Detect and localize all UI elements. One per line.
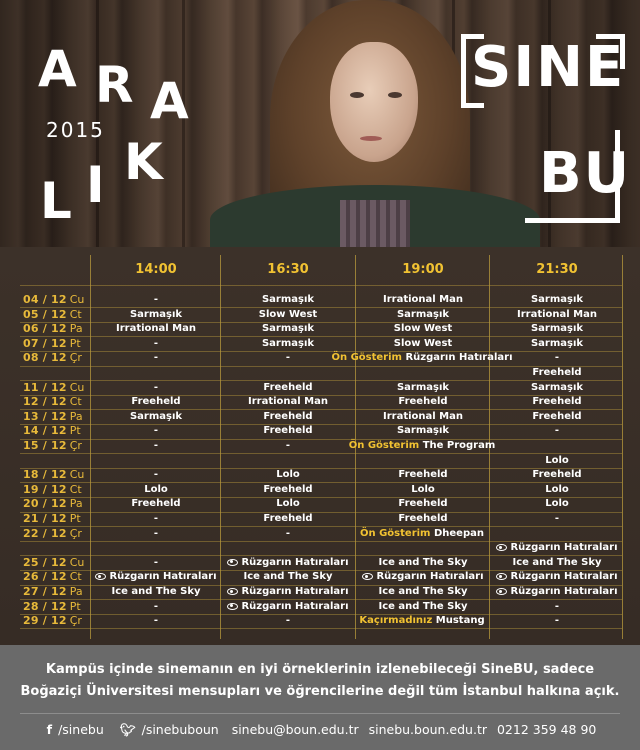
weekday-text: Pa <box>69 497 83 511</box>
film-title: - <box>153 469 159 481</box>
screening-cell <box>489 541 625 555</box>
screening-cell <box>88 439 224 453</box>
screening-cell <box>489 424 625 438</box>
film-title: Freeheld <box>398 513 448 524</box>
email-link[interactable]: sinebu@boun.edu.tr <box>231 722 359 737</box>
film-title: Lolo <box>144 483 168 495</box>
date-text: 27 / 12 <box>23 585 67 598</box>
facebook-handle: /sinebu <box>58 722 104 737</box>
film-title: Sarmaşık <box>530 381 584 393</box>
weekday-text: Ct <box>69 307 82 321</box>
film-title: - <box>153 337 159 349</box>
special-title: Mustang <box>435 615 485 627</box>
screening-cell <box>355 322 491 336</box>
weekday-text: Cu <box>69 293 85 306</box>
screening-cell <box>88 585 224 599</box>
screening-cell <box>355 483 491 497</box>
film-title: - <box>153 440 159 451</box>
special-label: Ön Gösterim <box>360 527 431 539</box>
special-screening <box>310 527 534 541</box>
film-title: Lolo <box>411 483 435 495</box>
grid-header-line <box>20 285 622 286</box>
film-title: Ice and The Sky <box>512 556 602 568</box>
twitter-handle: /sinebuboun <box>141 722 219 737</box>
screening-cell <box>220 395 356 409</box>
film-title: Freeheld <box>263 410 313 422</box>
date-text: 14 / 12 <box>23 424 67 438</box>
film-title: Rüzgarın Hatıraları <box>510 542 618 554</box>
facebook-link[interactable] <box>44 722 107 737</box>
date-label <box>23 556 91 570</box>
shirt <box>340 200 410 247</box>
screening-cell <box>355 293 491 307</box>
film-title: - <box>153 425 159 437</box>
film-title: - <box>554 513 560 524</box>
eye-icon <box>227 588 238 595</box>
date-label <box>23 395 91 409</box>
twitter-icon: 🐦︎ <box>119 722 136 737</box>
title-letter: I <box>86 156 105 214</box>
screening-cell <box>489 337 625 351</box>
special-label: Ön Gösterim <box>348 440 420 451</box>
film-title: Freeheld <box>398 469 448 481</box>
date-text: 26 / 12 <box>23 570 67 584</box>
showtime-header: 21:30 <box>536 262 578 277</box>
date-label <box>23 512 91 526</box>
footer <box>0 645 640 750</box>
date-label <box>23 308 91 322</box>
phone-number: 0212 359 48 90 <box>496 722 597 737</box>
film-title: Sarmaşık <box>530 323 584 335</box>
date-label <box>23 483 91 497</box>
film-title: Rüzgarın Hatıraları <box>241 600 349 612</box>
screening-cell <box>355 337 491 351</box>
screening-cell <box>88 381 224 395</box>
film-title: - <box>153 615 159 627</box>
date-text: 28 / 12 <box>23 599 67 613</box>
header-banner <box>0 0 640 247</box>
film-title: Sarmaşık <box>396 425 450 437</box>
film-title: Rüzgarın Hatıraları <box>241 586 349 597</box>
film-title: Sarmaşık <box>261 323 315 335</box>
screening-cell <box>489 570 625 584</box>
film-title: - <box>285 440 291 451</box>
film-title: - <box>285 615 291 627</box>
date-text: 25 / 12 <box>23 555 67 569</box>
face <box>330 42 418 162</box>
screening-cell <box>220 600 356 614</box>
screening-cell <box>220 512 356 526</box>
special-screening <box>310 439 534 453</box>
title-letter: A <box>150 72 189 130</box>
film-title: - <box>285 352 291 364</box>
showtime-header: 14:00 <box>135 262 177 277</box>
grid-row-line <box>20 628 622 629</box>
screening-cell <box>355 556 491 570</box>
screening-cell <box>489 497 625 511</box>
screening-cell <box>88 600 224 614</box>
film-title: - <box>153 352 159 364</box>
special-title: Dheepan <box>433 527 484 539</box>
film-title: Freeheld <box>263 513 313 524</box>
screening-cell <box>220 585 356 599</box>
title-letter: K <box>124 133 163 191</box>
weekday-text: Pt <box>69 599 81 613</box>
film-title: Slow West <box>393 337 453 349</box>
weekday-text: Pa <box>69 585 83 598</box>
film-title: Sarmaşık <box>261 337 315 349</box>
film-title: - <box>153 294 159 305</box>
screening-cell <box>88 395 224 409</box>
film-title: Sarmaşık <box>129 308 183 320</box>
film-title: Sarmaşık <box>129 410 183 422</box>
film-title: Irrational Man <box>382 410 463 422</box>
screening-cell <box>220 468 356 482</box>
film-title: Lolo <box>545 498 569 510</box>
screening-cell <box>88 497 224 511</box>
twitter-link[interactable] <box>117 722 222 737</box>
film-title: Rüzgarın Hatıraları <box>241 556 349 568</box>
film-title: Lolo <box>276 498 300 510</box>
film-title: - <box>153 527 159 539</box>
screening-cell <box>355 424 491 438</box>
film-title: Ice and The Sky <box>111 586 201 597</box>
date-label <box>23 322 91 336</box>
date-text: 15 / 12 <box>23 439 67 452</box>
tagline-line-2: Boğaziçi Üniversitesi mensupları ve öğrencilerine değil tüm İstanbul halkına açık. <box>20 684 620 699</box>
weekday-text: Cu <box>69 380 85 394</box>
screening-cell <box>88 527 224 541</box>
screening-cell <box>88 483 224 497</box>
year-text: 2015 <box>46 118 105 142</box>
logo-bu: BU <box>539 141 632 206</box>
mouth <box>360 136 382 141</box>
screening-cell <box>220 424 356 438</box>
film-title: Sarmaşık <box>396 308 450 320</box>
screening-cell <box>489 395 625 409</box>
weekday-text: Ct <box>69 395 82 409</box>
screening-cell <box>489 468 625 482</box>
screening-cell <box>88 337 224 351</box>
screening-cell <box>489 293 625 307</box>
date-label <box>23 600 91 614</box>
screening-cell <box>355 308 491 322</box>
website-link[interactable]: sinebu.boun.edu.tr <box>368 722 487 737</box>
weekday-text: Ct <box>69 570 82 584</box>
screening-cell <box>220 570 356 584</box>
screening-cell <box>489 512 625 526</box>
showtime-header: 19:00 <box>402 262 444 277</box>
screening-cell <box>355 570 491 584</box>
date-label <box>23 585 91 599</box>
screening-cell <box>220 483 356 497</box>
contact-bar <box>0 722 640 740</box>
screening-cell <box>489 410 625 424</box>
film-title: - <box>153 381 159 393</box>
film-title: - <box>554 425 560 437</box>
screening-cell <box>88 293 224 307</box>
film-title: Ice and The Sky <box>378 586 468 597</box>
date-label <box>23 381 91 395</box>
screening-cell <box>489 381 625 395</box>
eye-icon <box>496 544 507 551</box>
film-title: Irrational Man <box>516 308 597 320</box>
special-label: Kaçırmadınız <box>359 615 433 627</box>
screening-cell <box>220 410 356 424</box>
weekday-text: Çr <box>69 614 82 628</box>
film-title: Freeheld <box>532 367 582 378</box>
screening-cell <box>489 585 625 599</box>
screening-cell <box>489 454 625 468</box>
film-title: Irrational Man <box>382 294 463 305</box>
eye-icon <box>227 559 238 566</box>
eye-icon <box>496 588 507 595</box>
screening-cell <box>88 424 224 438</box>
sinebu-logo <box>461 34 632 228</box>
screening-cell <box>355 410 491 424</box>
screening-cell <box>489 556 625 570</box>
film-title: Freeheld <box>532 469 582 481</box>
film-title: Lolo <box>545 483 569 495</box>
weekday-text: Pa <box>69 409 83 423</box>
date-text: 29 / 12 <box>23 614 67 628</box>
year-label <box>46 120 110 140</box>
film-title: Slow West <box>393 323 453 335</box>
film-title: - <box>153 513 159 524</box>
weekday-text: Pt <box>69 336 81 350</box>
screening-cell <box>489 366 625 380</box>
date-text: 18 / 12 <box>23 468 67 482</box>
schedule-table <box>0 247 640 645</box>
film-title: Ice and The Sky <box>243 571 333 583</box>
special-title: Rüzgarın Hatıraları <box>405 352 513 364</box>
weekday-text: Çr <box>69 526 82 540</box>
showtime-header: 16:30 <box>267 262 309 277</box>
film-title: - <box>285 527 291 539</box>
film-title: Sarmaşık <box>261 294 315 305</box>
date-text: 22 / 12 <box>23 526 67 540</box>
weekday-text: Çr <box>69 351 82 365</box>
weekday-text: Çr <box>69 439 82 452</box>
film-title: Freeheld <box>398 498 448 510</box>
date-text: 12 / 12 <box>23 395 67 409</box>
date-text: 05 / 12 <box>23 307 67 321</box>
film-title: - <box>554 600 560 612</box>
film-title: Freeheld <box>263 381 313 393</box>
date-label <box>23 468 91 482</box>
screening-cell <box>489 322 625 336</box>
screening-cell <box>355 497 491 511</box>
screening-cell <box>220 308 356 322</box>
film-title: Irrational Man <box>247 396 328 408</box>
film-title: Sarmaşık <box>396 381 450 393</box>
special-screening <box>310 351 534 365</box>
screening-cell <box>88 308 224 322</box>
film-title: Freeheld <box>263 483 313 495</box>
screening-cell <box>220 381 356 395</box>
eye-icon <box>227 603 238 610</box>
film-title: Irrational Man <box>115 323 196 335</box>
film-title: Rüzgarın Hatıraları <box>109 571 217 583</box>
film-title: Ice and The Sky <box>378 556 468 568</box>
date-text: 06 / 12 <box>23 322 67 336</box>
screening-cell <box>220 497 356 511</box>
date-label <box>23 439 91 453</box>
screening-cell <box>489 600 625 614</box>
date-text: 20 / 12 <box>23 497 67 511</box>
special-label: Ön Gösterim <box>331 352 402 364</box>
tagline-line-1: Kampüs içinde sinemanın en iyi örneklerinin izlenebileceği SineBU, sadece <box>45 662 595 677</box>
date-text: 11 / 12 <box>23 380 67 394</box>
weekday-text: Cu <box>69 555 85 569</box>
film-title: Sarmaşık <box>530 294 584 305</box>
screening-cell <box>88 614 224 628</box>
film-title: Freeheld <box>532 396 582 408</box>
screening-cell <box>88 351 224 365</box>
date-label <box>23 527 91 541</box>
film-title: Rüzgarın Hatıraları <box>510 571 618 583</box>
date-label <box>23 570 91 584</box>
film-title: Freeheld <box>398 396 448 408</box>
film-title: Freeheld <box>532 410 582 422</box>
title-letter: L <box>40 172 72 230</box>
date-label <box>23 293 91 307</box>
date-text: 19 / 12 <box>23 482 67 496</box>
footer-divider <box>20 713 620 714</box>
special-screening <box>310 614 534 628</box>
screening-cell <box>220 337 356 351</box>
film-title: Ice and The Sky <box>378 600 468 612</box>
film-title: - <box>554 615 560 627</box>
date-label <box>23 410 91 424</box>
date-label <box>23 497 91 511</box>
screening-cell <box>355 468 491 482</box>
title-letter: R <box>95 56 134 114</box>
screening-cell <box>220 293 356 307</box>
eye-icon <box>496 573 507 580</box>
date-text: 04 / 12 <box>23 293 67 306</box>
eye-left <box>350 92 364 98</box>
weekday-text: Pt <box>69 424 81 438</box>
film-title: Lolo <box>545 454 569 466</box>
film-title: Slow West <box>258 308 318 320</box>
screening-cell <box>355 512 491 526</box>
film-title: Freeheld <box>131 498 181 510</box>
screening-cell <box>489 308 625 322</box>
film-title: - <box>153 556 159 568</box>
title-letter: A <box>38 40 77 98</box>
screening-cell <box>355 395 491 409</box>
eye-icon <box>362 573 373 580</box>
film-title: Sarmaşık <box>530 337 584 349</box>
screening-cell <box>88 570 224 584</box>
date-text: 07 / 12 <box>23 336 67 350</box>
film-title: Rüzgarın Hatıraları <box>510 586 618 597</box>
film-title: Freeheld <box>263 425 313 437</box>
screening-cell <box>220 322 356 336</box>
screening-cell <box>88 512 224 526</box>
screening-cell <box>88 410 224 424</box>
film-title: - <box>554 352 560 364</box>
screening-cell <box>88 556 224 570</box>
weekday-text: Pa <box>69 322 83 336</box>
weekday-text: Pt <box>69 512 81 525</box>
film-title: Freeheld <box>131 396 181 408</box>
screening-cell <box>489 483 625 497</box>
date-label <box>23 614 91 628</box>
film-title: Rüzgarın Hatıraları <box>376 571 484 583</box>
date-label <box>23 337 91 351</box>
screening-cell <box>355 600 491 614</box>
logo-sine: SINE <box>471 35 626 100</box>
date-label <box>23 424 91 438</box>
screening-cell <box>220 556 356 570</box>
screening-cell <box>355 585 491 599</box>
film-title: - <box>153 600 159 612</box>
date-text: 21 / 12 <box>23 512 67 525</box>
screening-cell <box>88 322 224 336</box>
date-text: 08 / 12 <box>23 351 67 365</box>
date-label <box>23 351 91 365</box>
date-text: 13 / 12 <box>23 409 67 423</box>
weekday-text: Ct <box>69 482 82 496</box>
screening-cell <box>88 468 224 482</box>
screening-cell <box>355 381 491 395</box>
special-title: The Program <box>422 440 496 451</box>
weekday-text: Cu <box>69 468 85 482</box>
facebook-icon: f <box>46 722 53 737</box>
eye-icon <box>95 573 106 580</box>
film-title: Lolo <box>276 469 300 481</box>
eye-right <box>388 92 402 98</box>
